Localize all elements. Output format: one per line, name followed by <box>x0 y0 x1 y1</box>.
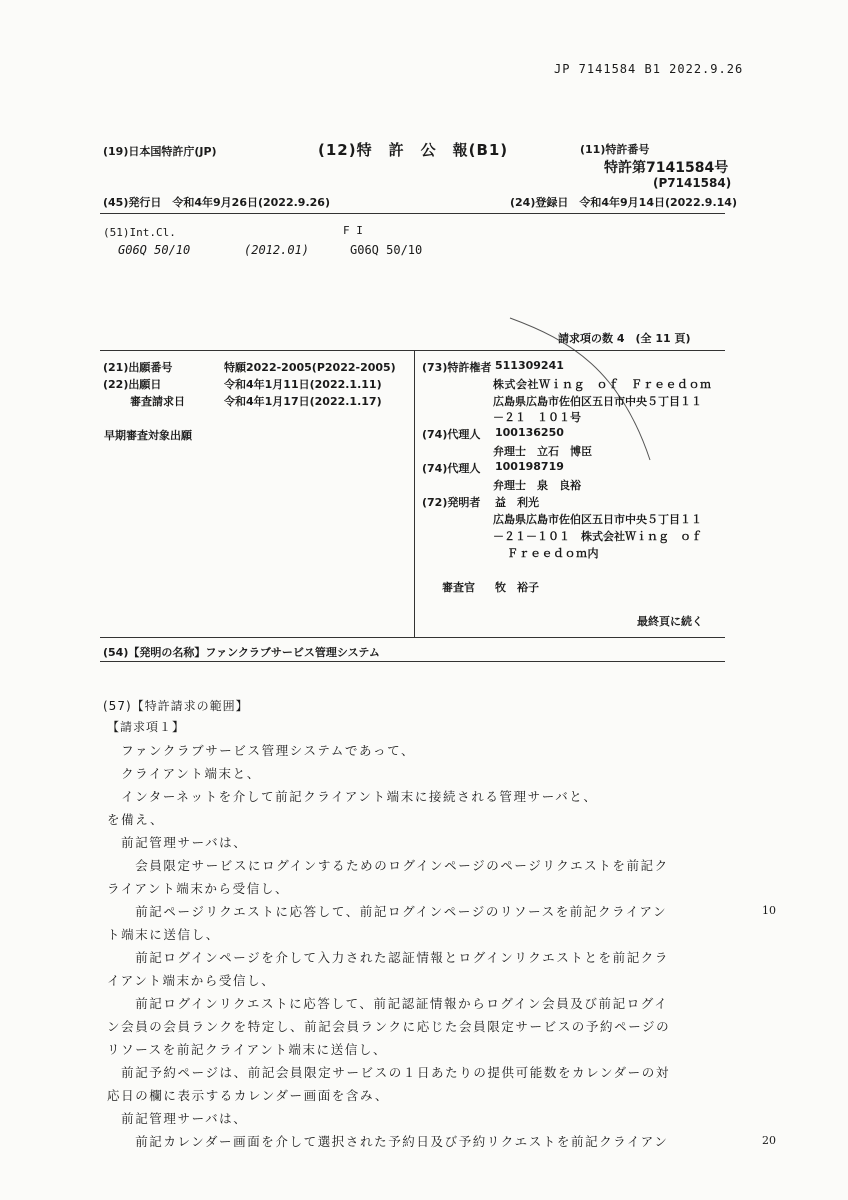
patentee-address-1: 広島県広島市佐伯区五日市中央５丁目１１ <box>493 395 702 408</box>
invention-title: (54)【発明の名称】ファンクラブサービス管理システム <box>103 646 380 659</box>
agent1-name: 弁理士 立石 博臣 <box>493 445 592 458</box>
patentee-label: (73)特許権者 <box>422 361 492 374</box>
intcl-label: (51)Int.Cl. <box>103 226 176 239</box>
claim-line: ライアント端末から受信し、 <box>107 881 290 896</box>
document-id-header: JP 7141584 B1 2022.9.26 <box>554 62 744 76</box>
filing-date-label: (22)出願日 <box>103 378 162 391</box>
claim-line: リソースを前記クライアント端末に送信し、 <box>107 1042 388 1057</box>
header-divider <box>100 213 725 214</box>
exam-request-date: 令和4年1月17日(2022.1.17) <box>224 395 382 408</box>
inventor-name: 益 利光 <box>495 496 539 509</box>
claim-line: ン会員の会員ランクを特定し、前記会員ランクに応じた会員限定サービスの予約ページの <box>107 1019 671 1034</box>
claim-line: 前記ページリクエストに応答して、前記ログインページのリソースを前記クライアン <box>107 904 668 919</box>
claims-section-heading: (57)【特許請求の範囲】 <box>103 699 249 713</box>
publication-type: (12)特 許 公 報(B1) <box>318 141 509 159</box>
claim-line: 前記予約ページは、前記会員限定サービスの１日あたりの提供可能数をカレンダーの対 <box>107 1065 670 1080</box>
fi-label: F I <box>343 224 363 237</box>
claim-line: イアント端末から受信し、 <box>107 973 276 988</box>
claim-line: ト端末に送信し、 <box>107 927 220 942</box>
continued-note: 最終頁に続く <box>637 615 703 628</box>
exam-request-label: 審査請求日 <box>130 395 185 408</box>
agent2-label: (74)代理人 <box>422 462 481 475</box>
examiner-label: 審査官 <box>442 581 475 594</box>
bib-bottom-divider <box>100 637 725 638</box>
bib-center-divider <box>414 350 415 638</box>
line-number-20: 20 <box>762 1134 776 1147</box>
inventor-address-3: Ｆｒｅｅｄｏｍ内 <box>507 547 599 560</box>
agent1-id: 100136250 <box>495 426 564 439</box>
agent2-name: 弁理士 泉 良裕 <box>493 479 581 492</box>
claim-1-heading: 【請求項１】 <box>107 720 186 734</box>
claim-line: 前記ログインページを介して入力された認証情報とログインリクエストとを前記クラ <box>107 950 670 965</box>
patentee-address-2: －２１ １０１号 <box>493 411 581 424</box>
claim-line: 応日の欄に表示するカレンダー画面を含み、 <box>107 1088 389 1103</box>
agent2-id: 100198719 <box>495 460 564 473</box>
intcl-version: (2012.01) <box>244 243 310 257</box>
issuing-office: (19)日本国特許庁(JP) <box>103 145 217 158</box>
title-divider <box>100 661 725 662</box>
inventor-address-2: －２１－１０１ 株式会社Ｗｉｎｇ ｏｆ <box>493 530 702 543</box>
claim-line: 前記管理サーバは、 <box>107 1111 248 1126</box>
application-number-label: (21)出願番号 <box>103 361 173 374</box>
intcl-code: G06Q 50/10 <box>118 243 191 257</box>
claim-line: 前記ログインリクエストに応答して、前記認証情報からログイン会員及び前記ログイ <box>107 996 669 1011</box>
agent1-label: (74)代理人 <box>422 428 481 441</box>
line-number-10: 10 <box>762 904 776 917</box>
examiner-name: 牧 裕子 <box>495 581 539 594</box>
claim-line: 会員限定サービスにログインするためのログインページのページリクエストを前記ク <box>107 858 669 873</box>
patentee-name: 株式会社Ｗｉｎｇ ｏｆ Ｆｒｅｅｄｏｍ <box>493 378 712 391</box>
claim-line: インターネットを介して前記クライアント端末に接続される管理サーバと、 <box>107 789 598 804</box>
patent-number: 特許第7141584号 <box>604 160 729 176</box>
bib-top-divider <box>100 350 725 351</box>
claim-line: 前記管理サーバは、 <box>107 835 248 850</box>
early-exam-note: 早期審査対象出願 <box>104 429 192 442</box>
claim-line: を備え、 <box>107 812 165 827</box>
registration-date: (24)登録日 令和4年9月14日(2022.9.14) <box>510 196 737 209</box>
claim-line: 前記カレンダー画面を介して選択された予約日及び予約リクエストを前記クライアン <box>107 1134 669 1149</box>
patentee-id: 511309241 <box>495 359 564 372</box>
application-number: 特願2022-2005(P2022-2005) <box>224 361 396 374</box>
inventor-address-1: 広島県広島市佐伯区五日市中央５丁目１１ <box>493 513 702 526</box>
filing-date: 令和4年1月11日(2022.1.11) <box>224 378 382 391</box>
issue-date: (45)発行日 令和4年9月26日(2022.9.26) <box>103 196 330 209</box>
fi-code: G06Q 50/10 <box>350 243 423 257</box>
claim-line: ファンクラブサービス管理システムであって、 <box>107 743 416 758</box>
inventor-label: (72)発明者 <box>422 496 481 509</box>
claim-line: クライアント端末と、 <box>107 766 261 781</box>
patent-number-label: (11)特許番号 <box>580 143 650 156</box>
claims-count: 請求項の数 4 (全 11 頁) <box>558 332 691 345</box>
patent-number-alt: (P7141584) <box>653 176 732 190</box>
